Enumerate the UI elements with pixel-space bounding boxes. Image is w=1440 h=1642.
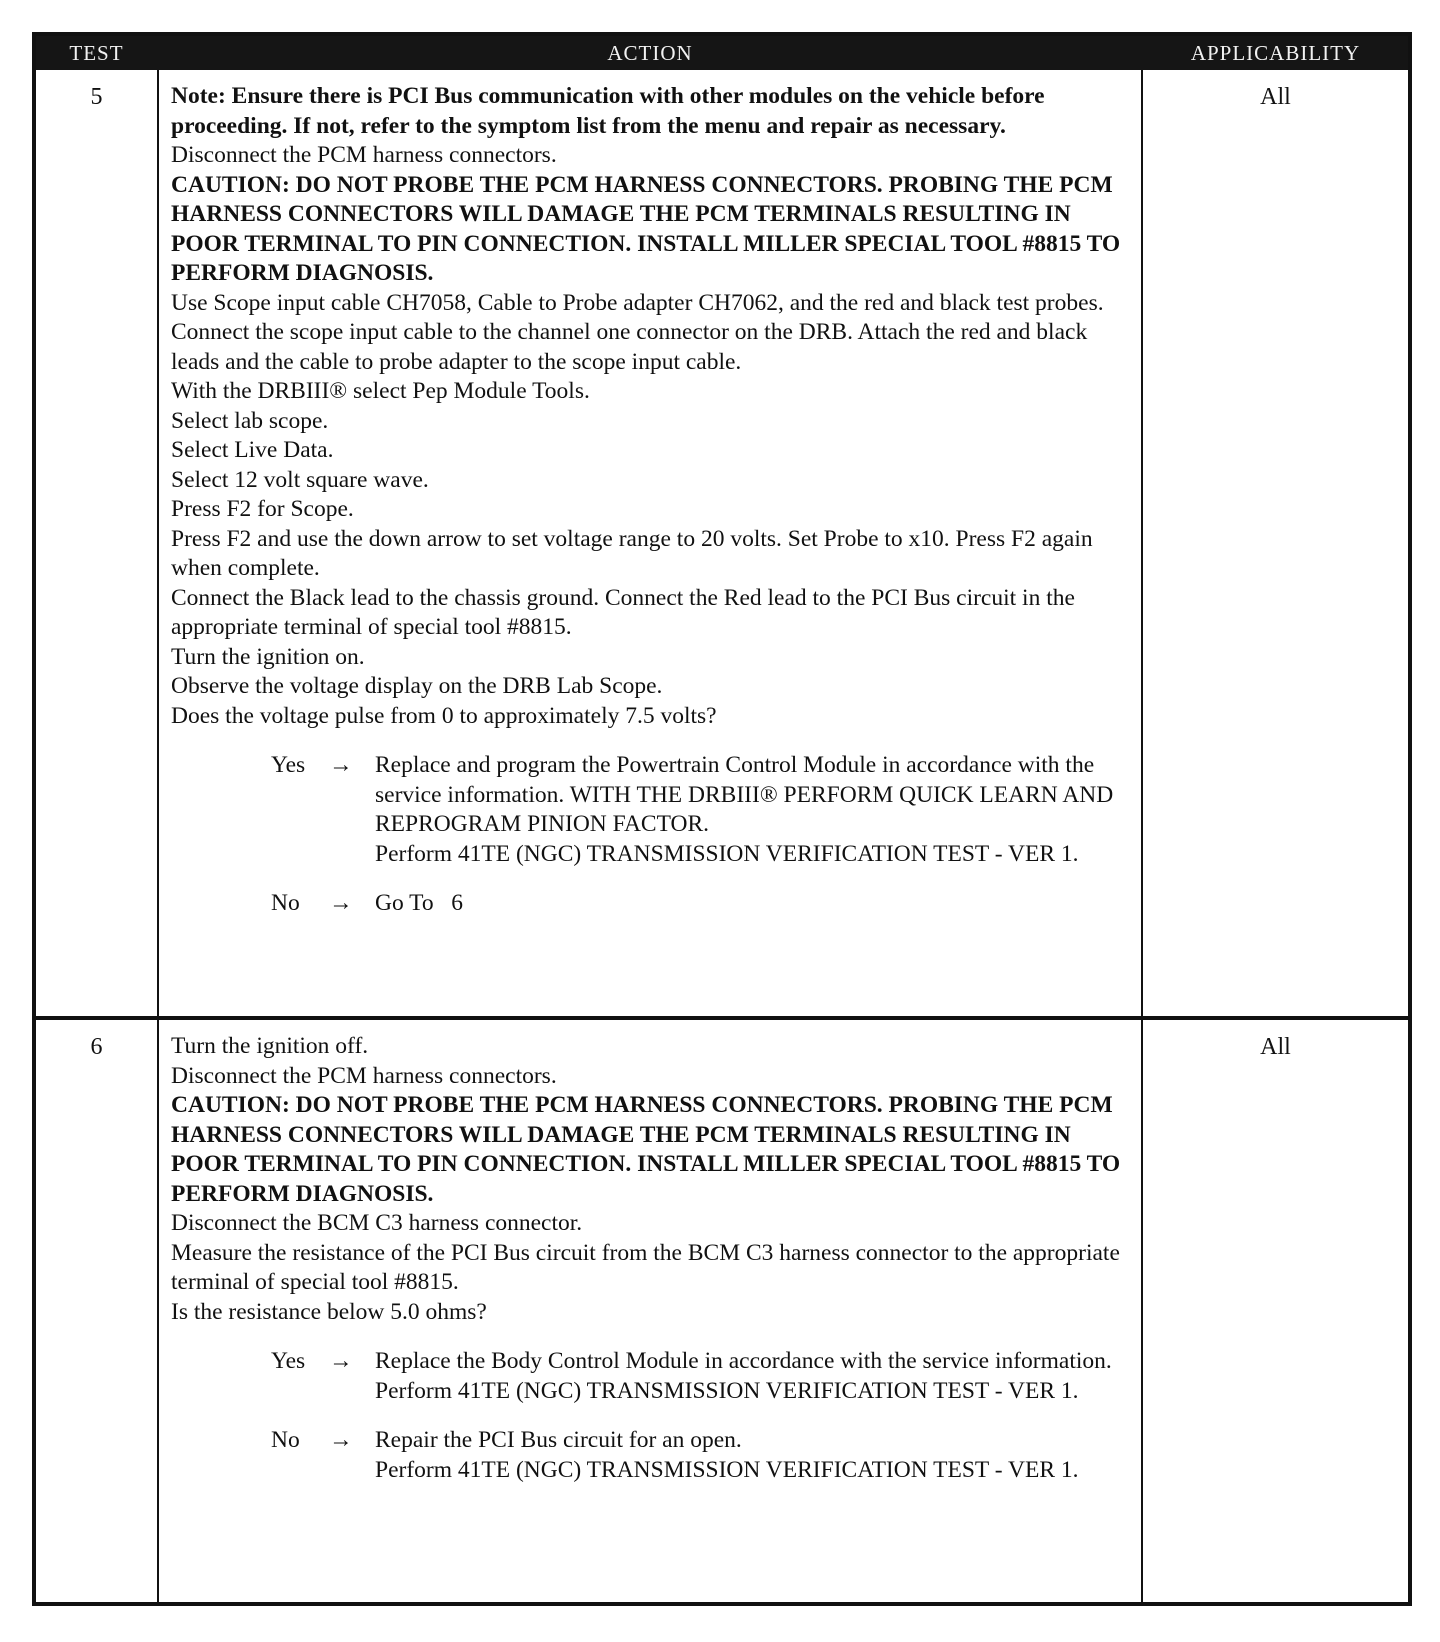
step-text: Turn the ignition off. (171, 1033, 369, 1059)
applicability-value: All (1142, 1018, 1410, 1604)
test-number: 5 (34, 70, 158, 1018)
yes-result (375, 751, 1131, 869)
yes-result (375, 1347, 1131, 1406)
diagnostic-test-table (32, 32, 1412, 1606)
yes-label: Yes (271, 752, 306, 778)
header-test: TEST (34, 34, 158, 70)
applicability-value: All (1142, 70, 1410, 1018)
result-line: Perform 41TE (NGC) TRANSMISSION VERIFICATION TEST - VER 1. (375, 1456, 1079, 1483)
no-label: No (271, 1427, 300, 1453)
step-text: Use Scope input cable CH7058, Cable to Probe adapter CH7062, and the red and black test probes. (171, 289, 1104, 316)
step-text: Measure the resistance of the PCI Bus circuit from the BCM C3 harness connector to the appropriate terminal of special tool #8815. (171, 1239, 1120, 1295)
diagnostic-page (32, 32, 1408, 1606)
table-header-row (34, 34, 1410, 70)
right-arrow-icon: → (329, 1427, 353, 1453)
header-action: ACTION (158, 34, 1142, 70)
outcome-yes (271, 751, 1131, 869)
table-row (34, 1018, 1410, 1604)
right-arrow-icon: → (329, 890, 353, 916)
result-line: Perform 41TE (NGC) TRANSMISSION VERIFICATION TEST - VER 1. (375, 840, 1079, 867)
no-label: No (271, 890, 300, 916)
test-number: 6 (34, 1018, 158, 1604)
step-text: Disconnect the BCM C3 harness connector. (171, 1210, 583, 1236)
step-text: Select Live Data. (171, 437, 334, 463)
right-arrow-icon: → (329, 752, 353, 778)
step-text: Disconnect the PCM harness connectors. (171, 142, 557, 168)
no-result (375, 1426, 1131, 1485)
table-row (34, 70, 1410, 1018)
step-text: Observe the voltage display on the DRB Lab Scope. (171, 673, 663, 699)
note-text: Note: Ensure there is PCI Bus communication with other modules on the vehicle before proceeding. If not, refer to the symptom list from the menu and repair as necessary. (171, 83, 1045, 139)
caution-text: CAUTION: DO NOT PROBE THE PCM HARNESS CONNECTORS. PROBING THE PCM HARNESS CONNECTORS WILL DAMAGE THE PCM TERMINALS RESULTING IN POOR TERMINAL TO PIN CONNECTION. INSTALL MILLER SPECIAL TOOL #8815 TO PERFORM DIAGNOSIS. (171, 1092, 1121, 1207)
step-text: With the DRBIII® select Pep Module Tools. (171, 378, 590, 404)
step-text: Select lab scope. (171, 407, 329, 434)
step-text: Press F2 for Scope. (171, 496, 354, 522)
result-line: Go To 6 (375, 890, 464, 916)
result-line: Repair the PCI Bus circuit for an open. (375, 1427, 742, 1453)
yes-label: Yes (271, 1348, 306, 1374)
no-result (375, 889, 1131, 919)
header-applicability: APPLICABILITY (1142, 34, 1410, 70)
result-line: Replace and program the Powertrain Control Module in accordance with the service information. WITH THE DRBIII® PERFORM QUICK LEARN AND REPROGRAM PINION FACTOR. (375, 752, 1114, 837)
step-text: Connect the Black lead to the chassis ground. Connect the Red lead to the PCI Bus circuit in the appropriate terminal of special tool #8815. (171, 584, 1075, 640)
result-line: Replace the Body Control Module in accordance with the service information. (375, 1348, 1112, 1374)
action-cell (158, 1018, 1142, 1604)
outcome-no (271, 1426, 1131, 1485)
step-text: Press F2 and use the down arrow to set voltage range to 20 volts. Set Probe to x10. Press F2 again when complete. (171, 525, 1093, 581)
result-line: Perform 41TE (NGC) TRANSMISSION VERIFICATION TEST - VER 1. (375, 1377, 1079, 1404)
step-text: Turn the ignition on. (171, 643, 365, 670)
action-cell (158, 70, 1142, 1018)
step-text: Select 12 volt square wave. (171, 466, 429, 493)
caution-text: CAUTION: DO NOT PROBE THE PCM HARNESS CONNECTORS. PROBING THE PCM HARNESS CONNECTORS WILL DAMAGE THE PCM TERMINALS RESULTING IN POOR TERMINAL TO PIN CONNECTION. INSTALL MILLER SPECIAL TOOL #8815 TO PERFORM DIAGNOSIS. (171, 171, 1121, 286)
outcome-yes (271, 1347, 1131, 1406)
right-arrow-icon: → (329, 1348, 353, 1374)
step-text: Connect the scope input cable to the channel one connector on the DRB. Attach the red and black leads and the cable to probe adapter to the scope input cable. (171, 319, 1088, 375)
question-text: Does the voltage pulse from 0 to approximately 7.5 volts? (171, 702, 717, 729)
question-text: Is the resistance below 5.0 ohms? (171, 1298, 487, 1325)
step-text: Disconnect the PCM harness connectors. (171, 1062, 557, 1089)
outcome-no (271, 889, 1131, 919)
